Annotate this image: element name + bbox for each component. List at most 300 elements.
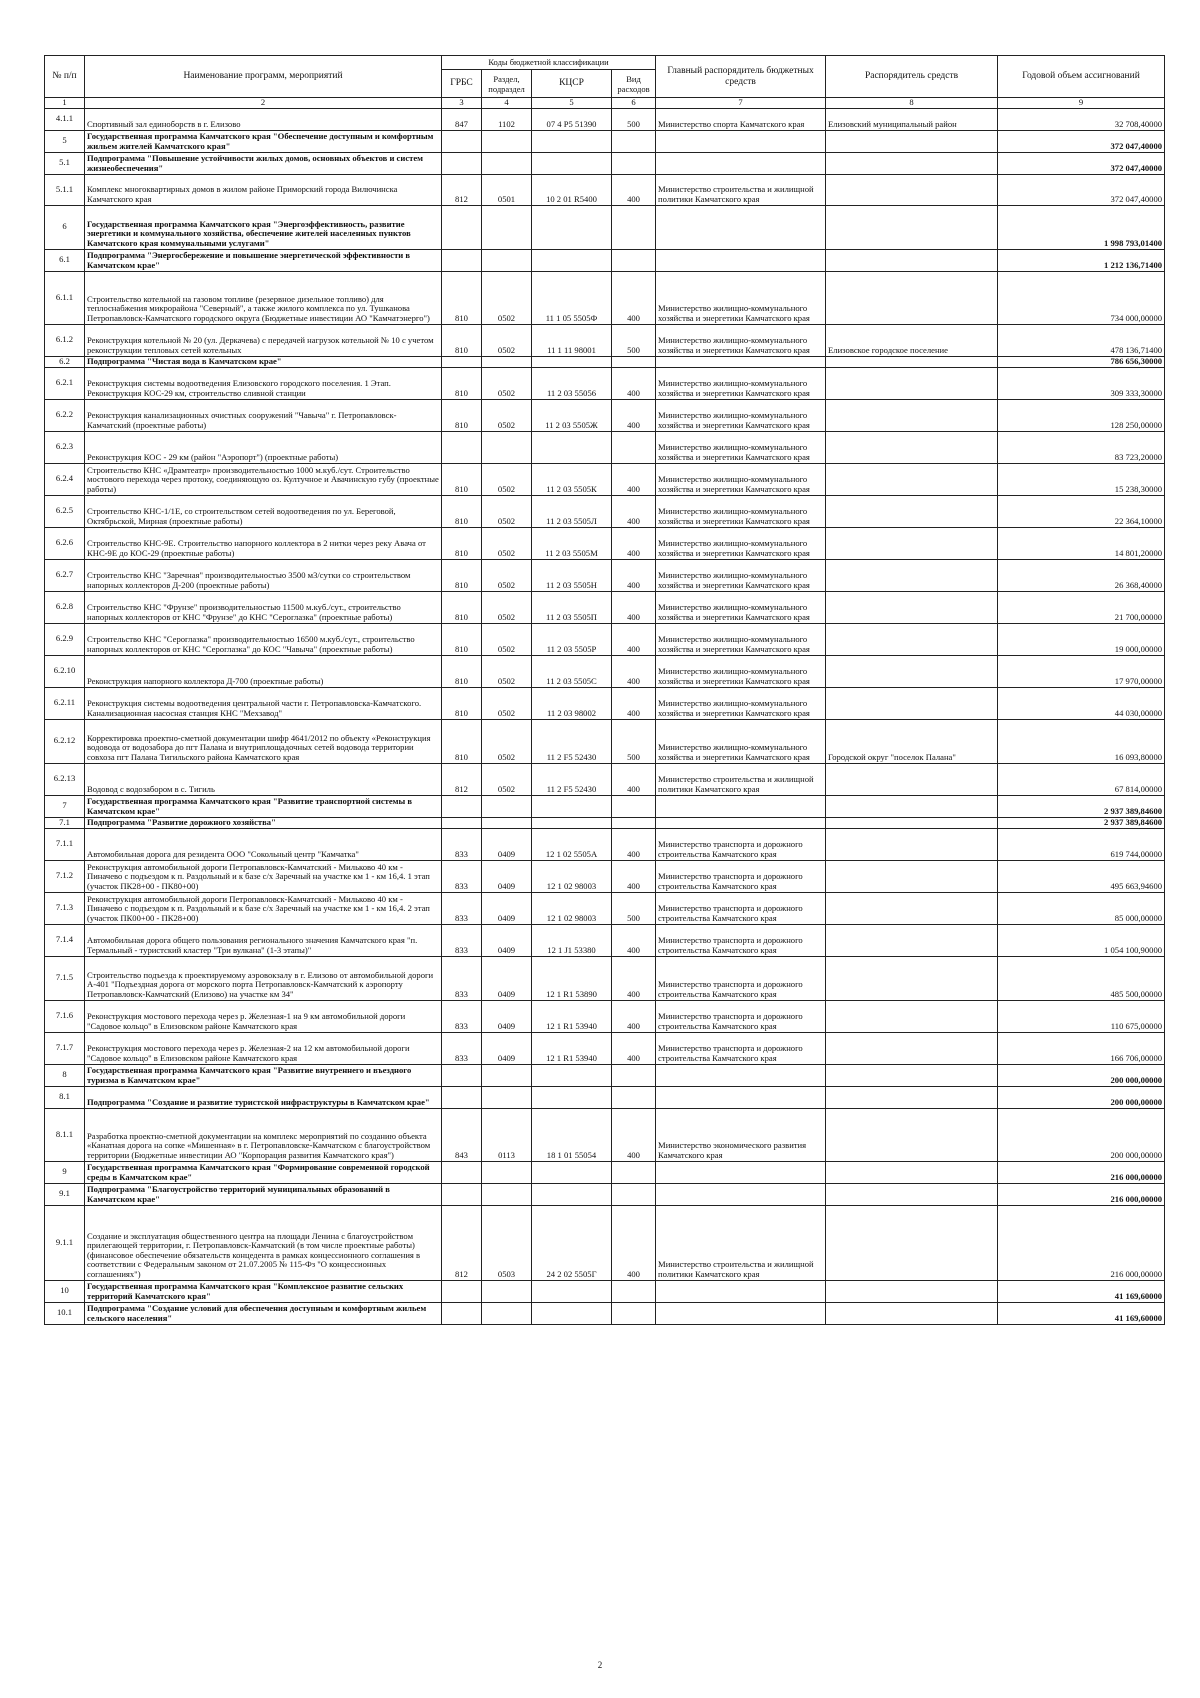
row-admin: [826, 687, 998, 719]
row-grbs: [442, 1302, 482, 1324]
header-kcsr: КЦСР: [532, 70, 612, 98]
row-razdel: 0409: [482, 860, 532, 892]
row-kcsr: 11 2 03 5505С: [532, 655, 612, 687]
row-admin: [826, 655, 998, 687]
row-number: 6.2.12: [45, 719, 85, 763]
row-name: Реконструкция канализационных очистных сооружений "Чавыча" г. Петропавловск-Камчатский (проектные работы): [85, 399, 442, 431]
row-number: 6.2.2: [45, 399, 85, 431]
row-vid: 400: [612, 860, 656, 892]
row-amount: 216 000,00000: [998, 1205, 1165, 1280]
row-amount: 41 169,60000: [998, 1280, 1165, 1302]
row-admin: [826, 399, 998, 431]
row-name: Реконструкция системы водоотведения центральной части г. Петропавловска-Камчатского. Канализационная насосная станция КНС "Мехзавод": [85, 687, 442, 719]
row-main-admin: [656, 795, 826, 817]
row-main-admin: Министерство жилищно-коммунального хозяйства и энергетики Камчатского края: [656, 495, 826, 527]
row-grbs: [442, 356, 482, 367]
table-row: [45, 956, 1165, 1000]
row-vid: 400: [612, 956, 656, 1000]
row-main-admin: Министерство строительства и жилищной политики Камчатского края: [656, 763, 826, 795]
row-kcsr: 12 1 R1 53940: [532, 1000, 612, 1032]
row-grbs: [442, 1064, 482, 1086]
row-vid: 400: [612, 495, 656, 527]
row-vid: 400: [612, 828, 656, 860]
row-vid: [612, 1161, 656, 1183]
row-number: 9.1: [45, 1183, 85, 1205]
row-name: Строительство КНС «Драмтеатр» производительностью 1000 м.куб./сут. Строительство мостового перехода через протоку, соединяющую оз. Култучное и Авачинскую губу (проектные работы): [85, 463, 442, 495]
row-vid: 400: [612, 271, 656, 324]
row-name: Государственная программа Камчатского края "Комплексное развитие сельских территорий Камчатского края": [85, 1280, 442, 1302]
row-name: Строительство КНС "Заречная" производительностью 3500 м3/сутки со строительством напорных коллекторов Д-200 (проектные работы): [85, 559, 442, 591]
row-admin: [826, 623, 998, 655]
row-main-admin: Министерство жилищно-коммунального хозяйства и энергетики Камчатского края: [656, 655, 826, 687]
row-main-admin: Министерство жилищно-коммунального хозяйства и энергетики Камчатского края: [656, 719, 826, 763]
row-number: 7.1.7: [45, 1032, 85, 1064]
row-kcsr: [532, 817, 612, 828]
row-number: 6.1: [45, 249, 85, 271]
row-admin: Елизовский муниципальный район: [826, 108, 998, 130]
row-admin: [826, 495, 998, 527]
row-kcsr: [532, 1161, 612, 1183]
column-number: 5: [532, 98, 612, 109]
row-main-admin: [656, 817, 826, 828]
header-codes-group: Коды бюджетной классификации: [442, 56, 656, 70]
table-row: [45, 495, 1165, 527]
row-vid: [612, 130, 656, 152]
row-name: Строительство КНС-1/1Е, со строительством сетей водоотведения по ул. Береговой, Октябрьской, Мирная (проектные работы): [85, 495, 442, 527]
row-vid: 400: [612, 1000, 656, 1032]
row-number: 6.2.8: [45, 591, 85, 623]
row-admin: [826, 367, 998, 399]
row-main-admin: Министерство спорта Камчатского края: [656, 108, 826, 130]
table-row: [45, 152, 1165, 174]
table-row: [45, 924, 1165, 956]
row-name: Строительство котельной на газовом топливе (резервное дизельное топливо) для теплоснабжения микрорайона "Северный", а также жилого комплекса по ул. Тушканова Петропавловск-Камчатского городского округа (Бюджетные инвестиции АО "Камчатэнерго"): [85, 271, 442, 324]
row-razdel: 0502: [482, 271, 532, 324]
row-admin: [826, 205, 998, 249]
row-grbs: 810: [442, 495, 482, 527]
row-amount: 200 000,00000: [998, 1064, 1165, 1086]
row-number: 4.1.1: [45, 108, 85, 130]
row-name: Подпрограмма "Создание и развитие туристской инфраструктуры в Камчатском крае": [85, 1086, 442, 1108]
row-number: 6.2.3: [45, 431, 85, 463]
row-kcsr: [532, 356, 612, 367]
table-row: [45, 623, 1165, 655]
row-amount: 14 801,20000: [998, 527, 1165, 559]
row-admin: [826, 1032, 998, 1064]
row-number: 10: [45, 1280, 85, 1302]
table-row: [45, 130, 1165, 152]
column-number: 7: [656, 98, 826, 109]
row-vid: 400: [612, 174, 656, 205]
row-razdel: 0502: [482, 495, 532, 527]
table-row: [45, 249, 1165, 271]
row-kcsr: [532, 249, 612, 271]
row-razdel: 0502: [482, 687, 532, 719]
row-admin: [826, 1205, 998, 1280]
row-grbs: [442, 152, 482, 174]
row-admin: [826, 795, 998, 817]
row-number: 6.2.10: [45, 655, 85, 687]
row-amount: 478 136,71400: [998, 324, 1165, 356]
row-razdel: [482, 1183, 532, 1205]
table-row: [45, 687, 1165, 719]
row-number: 7.1.4: [45, 924, 85, 956]
row-number: 8.1.1: [45, 1108, 85, 1161]
row-main-admin: Министерство транспорта и дорожного строительства Камчатского края: [656, 924, 826, 956]
row-amount: 1 212 136,71400: [998, 249, 1165, 271]
row-amount: 495 663,94600: [998, 860, 1165, 892]
row-admin: [826, 817, 998, 828]
table-row: [45, 1032, 1165, 1064]
row-vid: 400: [612, 623, 656, 655]
row-name: Подпрограмма "Развитие дорожного хозяйства": [85, 817, 442, 828]
row-kcsr: [532, 431, 612, 463]
row-admin: [826, 828, 998, 860]
row-grbs: 833: [442, 924, 482, 956]
column-number: 6: [612, 98, 656, 109]
row-number: 8.1: [45, 1086, 85, 1108]
row-kcsr: [532, 1064, 612, 1086]
row-main-admin: Министерство транспорта и дорожного строительства Камчатского края: [656, 1000, 826, 1032]
row-name: Строительство КНС-9Е. Строительство напорного коллектора в 2 нитки через реку Авача от КНС-9Е до КОС-29 (проектные работы): [85, 527, 442, 559]
row-amount: 110 675,00000: [998, 1000, 1165, 1032]
row-grbs: [442, 249, 482, 271]
row-amount: 19 000,00000: [998, 623, 1165, 655]
row-amount: 786 656,30000: [998, 356, 1165, 367]
row-amount: 128 250,00000: [998, 399, 1165, 431]
row-vid: 500: [612, 324, 656, 356]
table-row: [45, 1205, 1165, 1280]
table-row: [45, 1161, 1165, 1183]
row-razdel: 0409: [482, 892, 532, 924]
column-number: 8: [826, 98, 998, 109]
row-name: Подпрограмма "Чистая вода в Камчатском крае": [85, 356, 442, 367]
row-admin: [826, 1108, 998, 1161]
row-amount: 22 364,10000: [998, 495, 1165, 527]
row-grbs: [442, 817, 482, 828]
row-grbs: 810: [442, 324, 482, 356]
row-number: 5.1: [45, 152, 85, 174]
table-row: [45, 559, 1165, 591]
table-row: [45, 367, 1165, 399]
header-main-admin: Главный распорядитель бюджетных средств: [656, 56, 826, 98]
row-name: Государственная программа Камчатского края "Энергоэффективность, развитие энергетики и коммунального хозяйства, обеспечение жителей населенных пунктов Камчатского края коммунальными услугами": [85, 205, 442, 249]
row-admin: [826, 1086, 998, 1108]
header-admin: Распорядитель средств: [826, 56, 998, 98]
row-amount: 17 970,00000: [998, 655, 1165, 687]
row-number: 7.1.1: [45, 828, 85, 860]
row-vid: [612, 1086, 656, 1108]
row-number: 6.2.11: [45, 687, 85, 719]
row-kcsr: 11 2 03 5505Р: [532, 623, 612, 655]
row-kcsr: [532, 205, 612, 249]
row-admin: [826, 527, 998, 559]
row-main-admin: Министерство транспорта и дорожного строительства Камчатского края: [656, 892, 826, 924]
budget-rows: [45, 108, 1165, 1324]
table-row: [45, 324, 1165, 356]
row-kcsr: 12 1 02 98003: [532, 860, 612, 892]
row-amount: 32 708,40000: [998, 108, 1165, 130]
row-vid: 400: [612, 924, 656, 956]
row-number: 8: [45, 1064, 85, 1086]
row-grbs: 810: [442, 687, 482, 719]
row-grbs: 810: [442, 655, 482, 687]
row-grbs: [442, 431, 482, 463]
header-name: Наименование программ, мероприятий: [85, 56, 442, 98]
row-number: 7.1: [45, 817, 85, 828]
table-row: [45, 431, 1165, 463]
row-vid: 400: [612, 463, 656, 495]
row-name: Спортивный зал единоборств в г. Елизово: [85, 108, 442, 130]
row-name: Реконструкция напорного коллектора Д-700 (проектные работы): [85, 655, 442, 687]
row-number: 7.1.2: [45, 860, 85, 892]
row-vid: 500: [612, 108, 656, 130]
row-razdel: 0502: [482, 463, 532, 495]
row-vid: 400: [612, 527, 656, 559]
row-amount: 2 937 389,84600: [998, 795, 1165, 817]
row-kcsr: [532, 1302, 612, 1324]
row-amount: 166 706,00000: [998, 1032, 1165, 1064]
table-row: [45, 356, 1165, 367]
row-razdel: [482, 1161, 532, 1183]
row-amount: 485 500,00000: [998, 956, 1165, 1000]
row-number: 9.1.1: [45, 1205, 85, 1280]
row-amount: 309 333,30000: [998, 367, 1165, 399]
row-vid: 500: [612, 719, 656, 763]
row-main-admin: [656, 1086, 826, 1108]
row-kcsr: 10 2 01 R5400: [532, 174, 612, 205]
row-main-admin: Министерство транспорта и дорожного строительства Камчатского края: [656, 860, 826, 892]
row-kcsr: 11 2 03 5505М: [532, 527, 612, 559]
row-razdel: [482, 1280, 532, 1302]
table-row: [45, 1302, 1165, 1324]
row-razdel: [482, 249, 532, 271]
row-main-admin: Министерство транспорта и дорожного строительства Камчатского края: [656, 956, 826, 1000]
column-number: 3: [442, 98, 482, 109]
row-name: Корректировка проектно-сметной документации шифр 4641/2012 по объекту «Реконструкция водовода от водозабора до пгт Палана и внутриплощадочных сетей водовода территории совхоза пгт Палана Тигильского района Камчатского края: [85, 719, 442, 763]
row-grbs: 843: [442, 1108, 482, 1161]
row-amount: 2 937 389,84600: [998, 817, 1165, 828]
table-row: [45, 1183, 1165, 1205]
row-name: Автомобильная дорога для резидента ООО "Сокольный центр "Камчатка": [85, 828, 442, 860]
row-main-admin: Министерство транспорта и дорожного строительства Камчатского края: [656, 828, 826, 860]
row-kcsr: 12 1 02 5505А: [532, 828, 612, 860]
row-kcsr: 12 1 02 98003: [532, 892, 612, 924]
row-grbs: 810: [442, 367, 482, 399]
row-kcsr: [532, 130, 612, 152]
row-name: Реконструкция котельной № 20 (ул. Деркачева) с передачей нагрузок котельной № 10 с учетом реконструкции тепловых сетей котельных: [85, 324, 442, 356]
row-kcsr: 11 2 03 55056: [532, 367, 612, 399]
row-vid: [612, 1183, 656, 1205]
row-name: Подпрограмма "Создание условий для обеспечения доступным и комфортным жильем сельского населения": [85, 1302, 442, 1324]
row-main-admin: Министерство жилищно-коммунального хозяйства и энергетики Камчатского края: [656, 559, 826, 591]
row-kcsr: 12 1 R1 53890: [532, 956, 612, 1000]
row-vid: [612, 817, 656, 828]
row-razdel: 1102: [482, 108, 532, 130]
row-number: 6: [45, 205, 85, 249]
row-admin: [826, 591, 998, 623]
row-main-admin: [656, 356, 826, 367]
row-name: Подпрограмма "Благоустройство территорий муниципальных образований в Камчатском крае": [85, 1183, 442, 1205]
row-vid: 400: [612, 399, 656, 431]
row-name: Государственная программа Камчатского края "Формирование современной городской среды в Камчатском крае": [85, 1161, 442, 1183]
row-admin: [826, 1000, 998, 1032]
row-grbs: 833: [442, 828, 482, 860]
table-row: [45, 1280, 1165, 1302]
row-name: Реконструкция мостового перехода через р. Железная-2 на 12 км автомобильной дороги "Садовое кольцо" в Елизовском районе Камчатского края: [85, 1032, 442, 1064]
row-grbs: 833: [442, 892, 482, 924]
table-row: [45, 1000, 1165, 1032]
row-name: Строительство КНС "Сероглазка" производительностью 16500 м.куб./сут., строительство напорных коллекторов от КНС "Сероглазка" до КОС "Чавыча" (проектные работы): [85, 623, 442, 655]
row-admin: [826, 763, 998, 795]
row-amount: 372 047,40000: [998, 174, 1165, 205]
row-admin: [826, 174, 998, 205]
row-main-admin: [656, 249, 826, 271]
row-main-admin: [656, 205, 826, 249]
row-vid: 400: [612, 559, 656, 591]
row-vid: [612, 431, 656, 463]
row-razdel: 0502: [482, 527, 532, 559]
row-amount: 21 700,00000: [998, 591, 1165, 623]
row-grbs: 847: [442, 108, 482, 130]
row-amount: 41 169,60000: [998, 1302, 1165, 1324]
row-amount: 26 368,40000: [998, 559, 1165, 591]
row-admin: Елизовское городское поселение: [826, 324, 998, 356]
row-amount: 619 744,00000: [998, 828, 1165, 860]
row-razdel: 0409: [482, 1000, 532, 1032]
row-razdel: [482, 130, 532, 152]
row-admin: [826, 249, 998, 271]
row-admin: [826, 559, 998, 591]
row-main-admin: Министерство жилищно-коммунального хозяйства и энергетики Камчатского края: [656, 271, 826, 324]
row-amount: 1 054 100,90000: [998, 924, 1165, 956]
row-grbs: 810: [442, 271, 482, 324]
row-name: Реконструкция автомобильной дороги Петропавловск-Камчатский - Мильково 40 км - Пиначево с подъездом к п. Раздольный и к базе с/х Заречный на участке км 1 - км 16,4. 1 этап (участок ПК28+00 - ПК80+00): [85, 860, 442, 892]
row-name: Комплекс многоквартирных домов в жилом районе Приморский города Вилючинска Камчатского края: [85, 174, 442, 205]
row-grbs: 833: [442, 1032, 482, 1064]
row-admin: [826, 130, 998, 152]
row-main-admin: Министерство жилищно-коммунального хозяйства и энергетики Камчатского края: [656, 399, 826, 431]
row-kcsr: [532, 1280, 612, 1302]
row-admin: [826, 956, 998, 1000]
row-main-admin: Министерство транспорта и дорожного строительства Камчатского края: [656, 1032, 826, 1064]
table-row: [45, 860, 1165, 892]
row-main-admin: [656, 1161, 826, 1183]
row-number: 7.1.5: [45, 956, 85, 1000]
row-amount: 44 030,00000: [998, 687, 1165, 719]
table-row: [45, 655, 1165, 687]
row-vid: 400: [612, 763, 656, 795]
row-amount: 67 814,00000: [998, 763, 1165, 795]
row-vid: 400: [612, 591, 656, 623]
row-razdel: [482, 795, 532, 817]
row-admin: [826, 463, 998, 495]
row-razdel: 0502: [482, 591, 532, 623]
row-grbs: [442, 1161, 482, 1183]
table-row: [45, 828, 1165, 860]
row-vid: [612, 249, 656, 271]
row-amount: 200 000,00000: [998, 1086, 1165, 1108]
row-kcsr: 11 2 F5 52430: [532, 763, 612, 795]
row-name: Государственная программа Камчатского края "Обеспечение доступным и комфортным жильем жителей Камчатского края": [85, 130, 442, 152]
row-main-admin: Министерство экономического развития Камчатского края: [656, 1108, 826, 1161]
column-numbers-row: [45, 98, 1165, 109]
table-row: [45, 763, 1165, 795]
row-number: 6.2.1: [45, 367, 85, 399]
row-amount: 16 093,80000: [998, 719, 1165, 763]
column-number: 2: [85, 98, 442, 109]
row-kcsr: 11 2 03 5505П: [532, 591, 612, 623]
row-grbs: 810: [442, 719, 482, 763]
row-grbs: [442, 795, 482, 817]
row-grbs: 810: [442, 559, 482, 591]
row-grbs: 812: [442, 174, 482, 205]
row-name: Строительство подъезда к проектируемому аэровокзалу в г. Елизово от автомобильной дороги А-401 "Подъездная дорога от морского порта Петропавловск-Камчатский к аэропорту Петропавловск-Камчатский (Елизово) на участке км 34": [85, 956, 442, 1000]
row-razdel: [482, 431, 532, 463]
row-vid: 500: [612, 892, 656, 924]
row-main-admin: Министерство жилищно-коммунального хозяйства и энергетики Камчатского края: [656, 527, 826, 559]
row-amount: 1 998 793,01400: [998, 205, 1165, 249]
row-razdel: [482, 356, 532, 367]
row-razdel: 0502: [482, 655, 532, 687]
row-razdel: 0501: [482, 174, 532, 205]
row-grbs: [442, 205, 482, 249]
row-kcsr: [532, 1183, 612, 1205]
header-grbs: ГРБС: [442, 70, 482, 98]
row-kcsr: 11 2 03 5505Л: [532, 495, 612, 527]
row-kcsr: 12 1 J1 53380: [532, 924, 612, 956]
row-kcsr: [532, 152, 612, 174]
row-razdel: 0503: [482, 1205, 532, 1280]
row-number: 6.2.4: [45, 463, 85, 495]
row-grbs: [442, 1280, 482, 1302]
row-kcsr: 11 2 03 5505Н: [532, 559, 612, 591]
table-row: [45, 1064, 1165, 1086]
table-row: [45, 817, 1165, 828]
row-main-admin: [656, 1064, 826, 1086]
row-razdel: 0113: [482, 1108, 532, 1161]
row-admin: [826, 1161, 998, 1183]
row-vid: 400: [612, 367, 656, 399]
row-admin: [826, 1302, 998, 1324]
row-vid: 400: [612, 1108, 656, 1161]
table-row: [45, 108, 1165, 130]
row-admin: [826, 356, 998, 367]
row-main-admin: [656, 1302, 826, 1324]
row-amount: 734 000,00000: [998, 271, 1165, 324]
row-vid: 400: [612, 1205, 656, 1280]
header-no: № п/п: [45, 56, 85, 98]
row-razdel: 0502: [482, 367, 532, 399]
row-number: 5.1.1: [45, 174, 85, 205]
table-row: [45, 591, 1165, 623]
row-razdel: 0409: [482, 924, 532, 956]
table-row: [45, 174, 1165, 205]
row-number: 6.2.6: [45, 527, 85, 559]
row-kcsr: 12 1 R1 53940: [532, 1032, 612, 1064]
row-admin: [826, 892, 998, 924]
row-razdel: [482, 1302, 532, 1324]
row-grbs: 833: [442, 956, 482, 1000]
table-row: [45, 795, 1165, 817]
row-name: Государственная программа Камчатского края "Развитие внутреннего и въездного туризма в Камчатском крае": [85, 1064, 442, 1086]
row-number: 6.2.9: [45, 623, 85, 655]
row-number: 6.2: [45, 356, 85, 367]
row-name: Создание и эксплуатация общественного центра на площади Ленина с благоустройством прилегающей территории, г. Петропавловск-Камчатский (в том числе проектные работы) (финансовое обеспечение обязательств концедента в рамках концессионного соглашения в соответствии с Федеральным законом от 21.07.2005 № 115-Фз "О концессионных соглашениях"): [85, 1205, 442, 1280]
column-number: 4: [482, 98, 532, 109]
row-grbs: 810: [442, 527, 482, 559]
row-main-admin: Министерство жилищно-коммунального хозяйства и энергетики Камчатского края: [656, 687, 826, 719]
